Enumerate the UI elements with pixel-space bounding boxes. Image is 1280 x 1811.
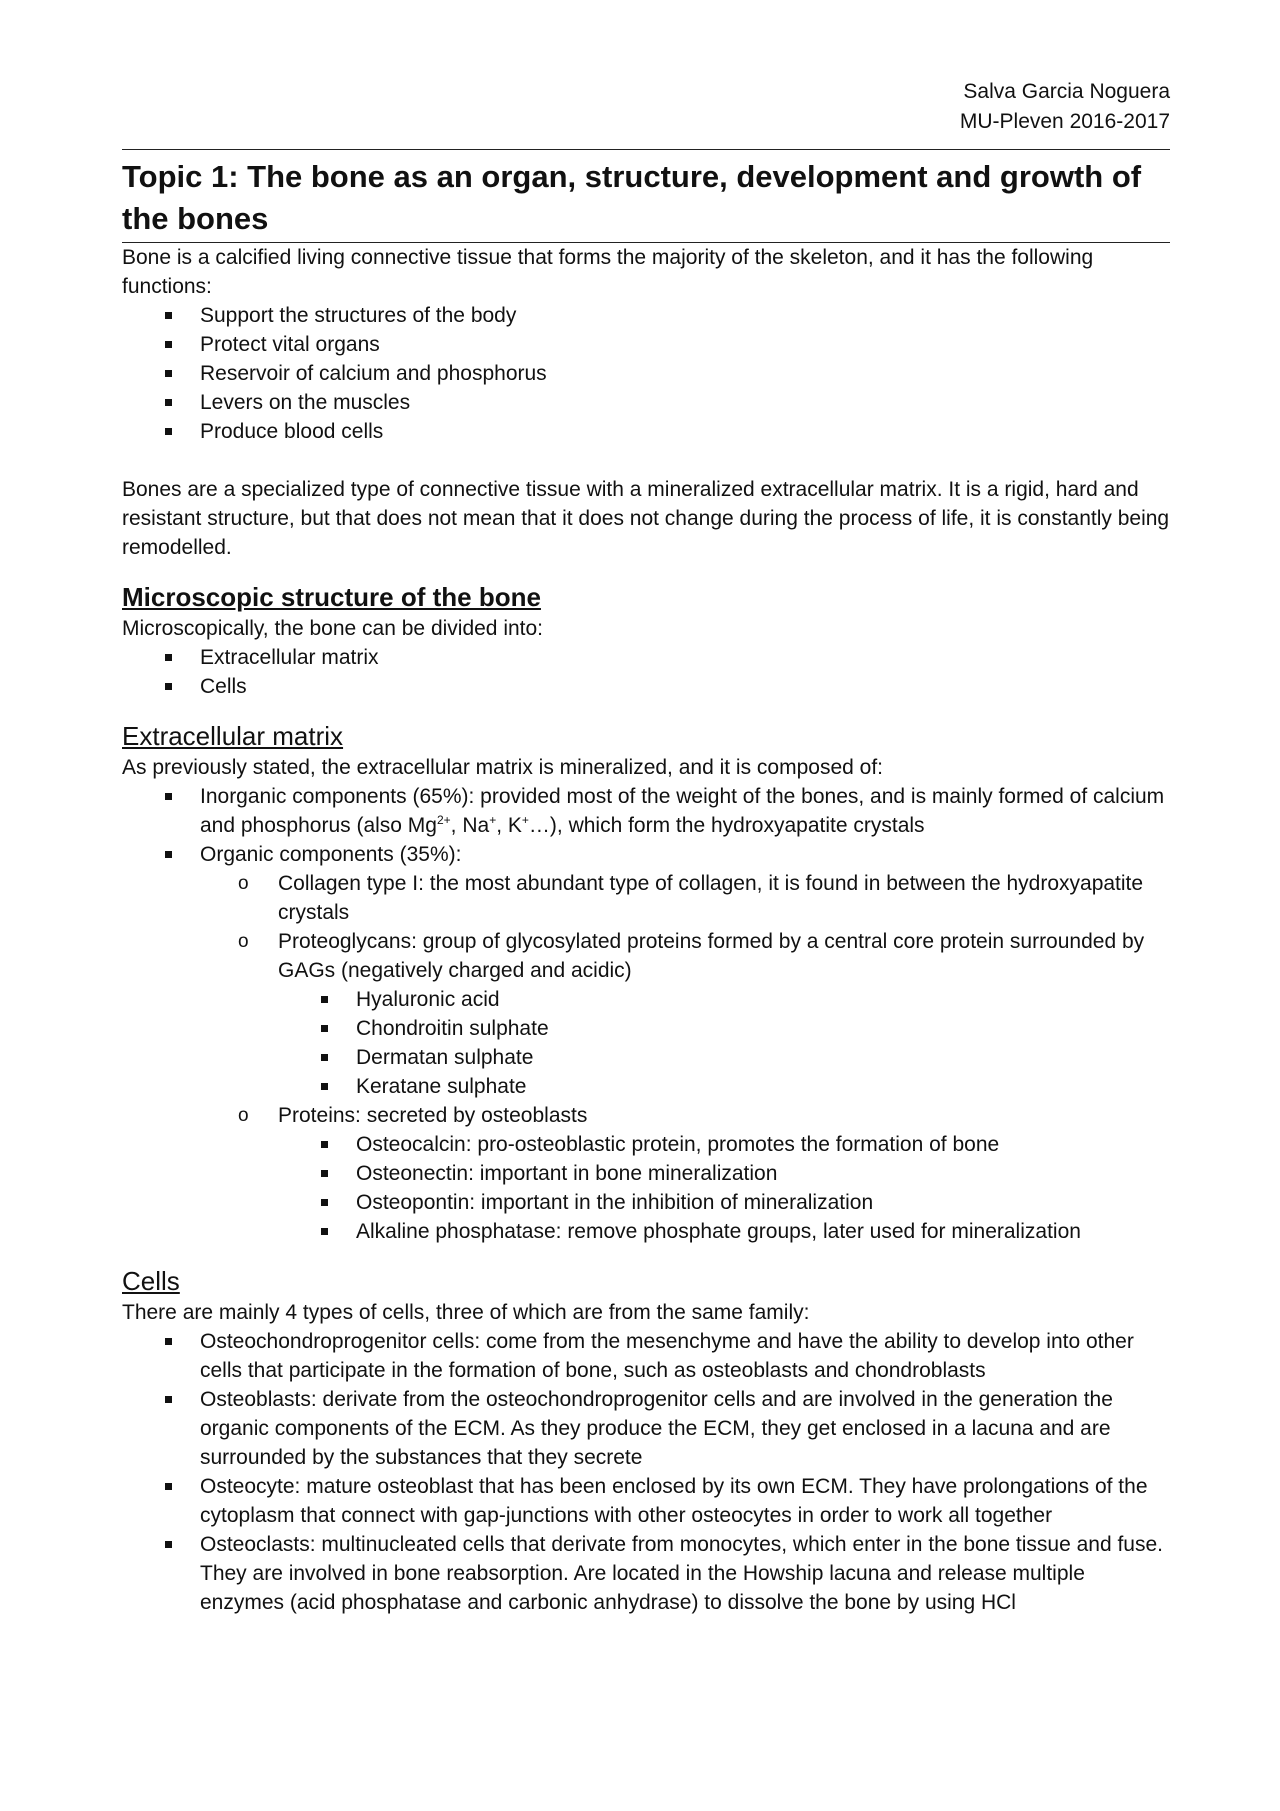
list-item: Alkaline phosphatase: remove phosphate groups, later used for mineralization [278,1217,1170,1246]
list-item: Osteocalcin: pro-osteoblastic protein, promotes the formation of bone [278,1130,1170,1159]
inorganic-item: Inorganic components (65%): provided most of the weight of the bones, and is mainly formed of calcium and phosphorus (also $Mg^{2+}$, Na+, K+…), which form the hydroxyapatite crystals [122,782,1170,840]
ecm-text: As previously stated, the extracellular matrix is mineralized, and it is composed of: [122,756,883,779]
organic-item [122,840,1170,1246]
list-item: Reservoir of calcium and phosphorus [122,359,1170,388]
title-top-rule [122,149,1170,150]
proteins-item: o Proteins: secreted by osteoblasts Osteocalcin: pro-osteoblastic protein, promotes the formation of bone Osteonectin: important in bone mineralization Osteopontin: important in the inhibition of mineralization Alkaline phosphatase: remove phosphate groups, later used for mineralization [200,1101,1170,1246]
microscopic-heading: Microscopic structure of the bone [122,582,541,612]
list-item: Osteochondroprogenitor cells: come from the mesenchyme and have the ability to develop into other cells that participate in the formation of bone, such as osteoblasts and chondroblasts [122,1327,1170,1385]
organic-sublist [122,869,1170,1246]
list-item: Produce blood cells [122,417,1170,446]
list-item: Chondroitin sulphate [278,1014,1170,1043]
institution-year: MU-Pleven 2016-2017 [959,110,1170,133]
list-item: Osteoblasts: derivate from the osteochondroprogenitor cells and are involved in the generation the organic components of the ECM. As they produce the ECM, they get enclosed in a lacuna and are surrounded by the substances that they secrete [122,1385,1170,1472]
document-title: Topic 1: The bone as an organ, structure, development and growth of the bones [122,159,1142,236]
ecm-list [122,782,1170,1246]
organic-label: Organic components (35%): [200,843,462,866]
cells-heading: Cells [122,1266,180,1296]
list-item: Hyaluronic acid [278,985,1170,1014]
list-item: Osteoclasts: multinucleated cells that derivate from monocytes, which enter in the bone tissue and fuse. They are involved in bone reabsorption. Are located in the Howship lacuna and release multiple enzymes (acid phosphatase and carbonic anhydrase) to dissolve the bone by using HCl [122,1530,1170,1617]
document-page [122,0,1170,1617]
list-item: Support the structures of the body [122,301,1170,330]
list-item: Keratane sulphate [278,1072,1170,1101]
list-item: Extracellular matrix [122,643,1170,672]
list-item: Osteopontin: important in the inhibition of mineralization [278,1188,1170,1217]
list-item: Cells [122,672,1170,701]
proteins-list [278,1130,1170,1246]
intro-text: Bone is a calcified living connective tissue that forms the majority of the skeleton, and it has the following functions: [122,246,1094,298]
microscopic-list [122,643,1170,701]
list-item: Osteocyte: mature osteoblast that has been enclosed by its own ECM. They have prolongations of the cytoplasm that connect with gap-junctions with other osteocytes in order to work all together [122,1472,1170,1530]
author-name: Salva Garcia Noguera [963,80,1170,103]
functions-list [122,301,1170,446]
proteoglycans-item: o Proteoglycans: group of glycosylated proteins formed by a central core protein surrounded by GAGs (negatively charged and acidic) Hyaluronic acid Chondroitin sulphate Dermatan sulphate Keratane sulphate [200,927,1170,1101]
list-item: Dermatan sulphate [278,1043,1170,1072]
list-item: Osteonectin: important in bone mineralization [278,1159,1170,1188]
gags-list [278,985,1170,1101]
cells-list [122,1327,1170,1617]
list-item: Levers on the muscles [122,388,1170,417]
list-item: Protect vital organs [122,330,1170,359]
intro-paragraph: Bones are a specialized type of connective tissue with a mineralized extracellular matrix. It is a rigid, hard and resistant structure, but that does not mean that it does not change during the process of life, it is constantly being remodelled. [122,478,1170,559]
ecm-heading: Extracellular matrix [122,721,344,751]
cells-text: There are mainly 4 types of cells, three of which are from the same family: [122,1301,810,1324]
page-header [122,0,1170,137]
microscopic-text: Microscopically, the bone can be divided into: [122,617,544,640]
collagen-item: o Collagen type I: the most abundant type of collagen, it is found in between the hydroxyapatite crystals [200,869,1170,927]
